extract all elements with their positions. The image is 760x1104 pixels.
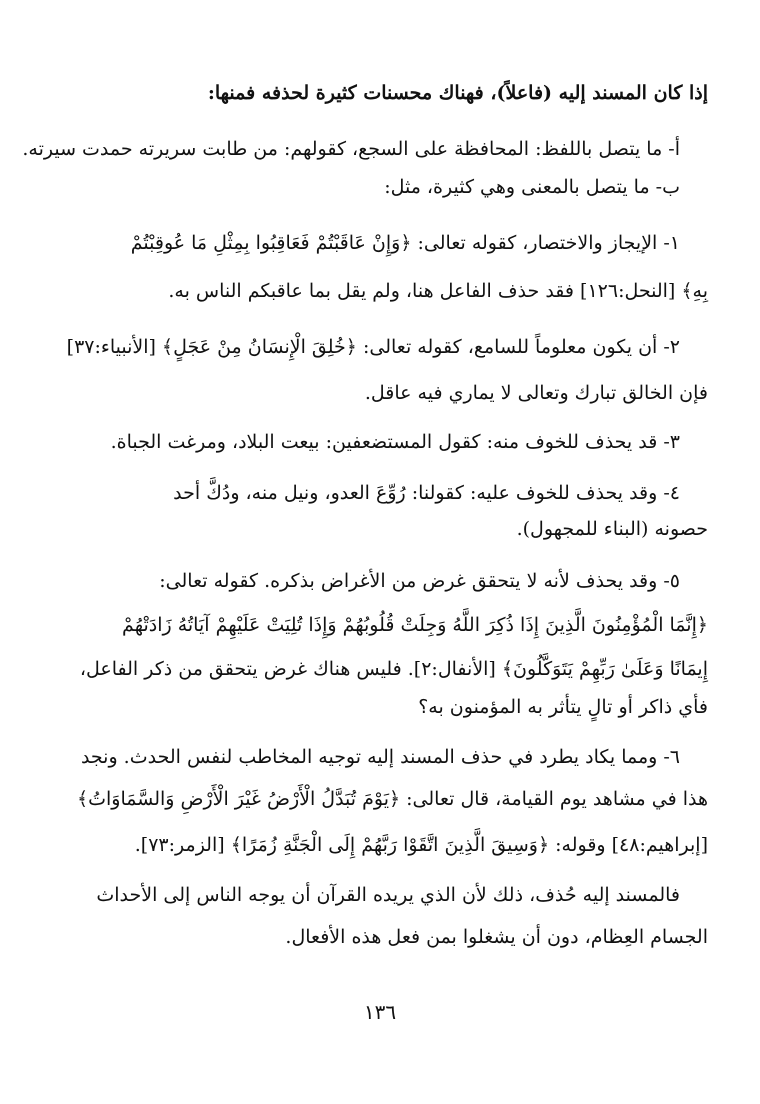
text-line: ب- ما يتصل بالمعنى وهي كثيرة، مثل: — [384, 176, 680, 198]
text-line: حصونه (البناء للمجهول). — [516, 518, 708, 540]
quran-verse-line: هذا في مشاهد يوم القيامة، قال تعالى: ﴿يَوْمَ تُبَدَّلُ الْأَرْضُ غَيْرَ الْأَرْضِ وَالسَّمَاوَاتُ﴾ — [77, 788, 708, 810]
text-line: فأي ذاكر أو تالٍ يتأثر به المؤمنون به؟ — [418, 696, 708, 718]
text-line: فالمسند إليه حُذف، ذلك لأن الذي يريده القرآن أن يوجه الناس إلى الأحداث — [96, 884, 680, 906]
text-line: إِيمَانًا وَعَلَىٰ رَبِّهِمْ يَتَوَكَّلُونَ﴾ [الأنفال:٢]. فليس هناك غرض يتحقق من ذكر الفاعل، — [79, 658, 708, 680]
text-line: أ- ما يتصل باللفظ: المحافظة على السجع، كقولهم: من طابت سريرته حمدت سيرته. — [22, 138, 680, 160]
page-number: ١٣٦ — [363, 1000, 397, 1024]
text-line: ١- الإيجاز والاختصار، كقوله تعالى: ﴿وَإِنْ عَاقَبْتُمْ فَعَاقِبُوا بِمِثْلِ مَا عُوقِبْتُمْ — [130, 232, 680, 254]
text-line: ٦- ومما يكاد يطرد في حذف المسند إليه توجيه المخاطب لنفس الحدث. ونجد — [80, 746, 680, 768]
text-line: الجسام العِظام، دون أن يشغلوا بمن فعل هذه الأفعال. — [285, 926, 708, 948]
text-line: ٢- أن يكون معلوماً للسامع، كقوله تعالى: ﴿خُلِقَ الْإِنسَانُ مِنْ عَجَلٍ﴾ [الأنبياء:٣٧] — [66, 336, 680, 358]
text-line: ٣- قد يحذف للخوف منه: كقول المستضعفين: بيعت البلاد، ومرغت الجباة. — [110, 431, 680, 453]
text-line: فإن الخالق تبارك وتعالى لا يماري فيه عاقل. — [364, 382, 708, 404]
section-heading: إذا كان المسند إليه (فاعلاً)، فهناك محسنات كثيرة لحذفه فمنها: — [207, 82, 708, 104]
text-line: ٤- وقد يحذف للخوف عليه: كقولنا: رُوِّعَ العدو، ونيل منه، ودُكَّ أحد — [173, 482, 680, 504]
text-line: ٥- وقد يحذف لأنه لا يتحقق غرض من الأغراض بذكره. كقوله تعالى: — [159, 570, 680, 592]
quran-verse-line: ﴿إِنَّمَا الْمُؤْمِنُونَ الَّذِينَ إِذَا ذُكِرَ اللَّهُ وَجِلَتْ قُلُوبُهُمْ وَإِذَا تُلِيَتْ عَلَيْهِمْ آيَاتُهُ زَادَتْهُمْ — [122, 614, 708, 636]
text-line: بِهِ﴾ [النحل:١٢٦] فقد حذف الفاعل هنا، ولم يقل بما عاقبكم الناس به. — [168, 280, 708, 302]
quran-verse-line: [إبراهيم:٤٨] وقوله: ﴿وَسِيقَ الَّذِينَ اتَّقَوْا رَبَّهُمْ إِلَى الْجَنَّةِ زُمَرًا﴾ [الزمر:٧٣]. — [134, 834, 708, 856]
